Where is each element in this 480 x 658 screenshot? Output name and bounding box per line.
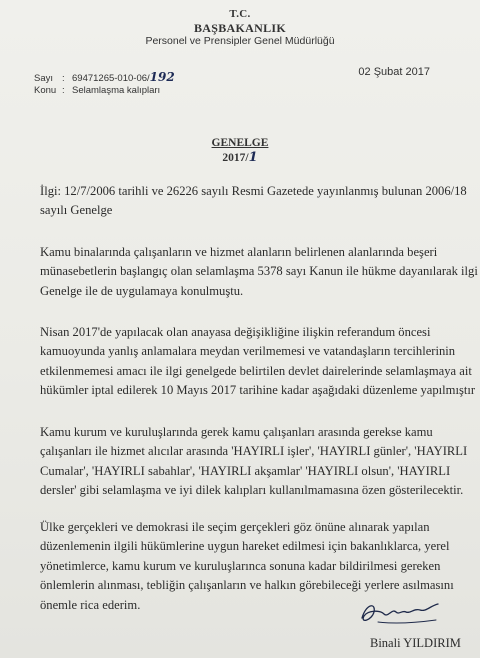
circular-number	[0, 150, 480, 165]
meta-konu-row	[34, 85, 160, 96]
paragraph-background	[40, 243, 478, 301]
paragraph-line: önemle rica ederim.	[40, 597, 141, 612]
paragraph-line: Kamu kurum ve kuruluşlarında gerek kamu çalışanları arasında gerekse kamu	[40, 425, 433, 439]
colon: :	[62, 73, 65, 84]
circular-title-text: GENELGE	[211, 137, 269, 149]
colon: :	[62, 85, 65, 96]
paragraph-line: kamuoyunda yanlış anlamalara meydan verilmemesi ve vatandaşların tercihlerinin	[40, 344, 456, 359]
paragraph-line: Ülke gerçekleri ve demokrasi ile seçim gerçekleri göz önüne alınarak yapılan	[40, 520, 430, 534]
paragraph-reference	[40, 182, 467, 221]
paragraph-line: Cumalar', 'HAYIRLI sabahlar', 'HAYIRLI akşamlar' 'HAYIRLI olsun', 'HAYIRLI	[40, 463, 451, 478]
sayi-label: Sayı	[34, 73, 54, 84]
paragraph-line: hükümler iptal edilerek 10 Mayıs 2017 tarihine kadar aşağıdaki düzenleme yapılmıştır	[40, 383, 476, 398]
header-department: Personel ve Prensipler Genel Müdürlüğü	[145, 35, 335, 47]
sayi-value: 69471265-010-06/	[72, 73, 150, 84]
circular-number-handwritten: 1	[248, 150, 258, 165]
paragraph-referendum	[40, 323, 476, 401]
konu-label: Konu	[34, 85, 57, 96]
paragraph-line: çalışanları ile hizmet alıcılar arasında 'HAYIRLI işler', 'HAYIRLI günler', 'HAYIRLI	[40, 444, 468, 459]
paragraph-line: önlemlerin alınması, tebliğin çalışanların ve halkın görebileceği yerlere asılmasını	[40, 578, 454, 593]
header-institution: BAŞBAKANLIK	[194, 21, 286, 35]
paragraph-line: etkilenmemesi amacı ile ilgi genelgede belirtilen devlet dairelerinde selamlaşmaya ait	[40, 363, 472, 378]
paragraph-line: İlgi: 12/7/2006 tarihli ve 26226 sayılı Resmi Gazetede yayınlanmış bulunan 2006/18	[40, 184, 467, 198]
paragraph-line: münasebetlerin başlangıç olan selamlaşma 5378 sayı Kanun ile hükme dayanılarak ilgi	[40, 264, 478, 279]
circular-title	[0, 137, 480, 149]
paragraph-line: Nisan 2017'de yapılacak olan anayasa değişikliğine ilişkin referandum öncesi	[40, 325, 431, 339]
header-country: T.C.	[229, 8, 251, 20]
meta-sayi-row	[34, 70, 175, 84]
paragraph-line: yönetimlerce, kamu kurum ve kuruluşlarınca sonuna kadar bildirilmesi gereken	[40, 558, 441, 573]
sayi-handwritten-number: 192	[149, 70, 175, 84]
handwritten-signature	[354, 594, 454, 634]
konu-value: Selamlaşma kalıpları	[72, 85, 161, 96]
paragraph-line: Genelge ile de uygulamaya konulmuştu.	[40, 283, 244, 298]
letter-date: 02 Şubat 2017	[358, 66, 430, 78]
paragraph-line: dersler' gibi selamlaşma ve iyi dilek kalıpları kullanılmamasına özen gösterilecektir.	[40, 483, 464, 498]
paragraph-line: Kamu binalarında çalışanların ve hizmet alanların belirlenen alanlarında beşeri	[40, 245, 438, 259]
paragraph-line: sayılı Genelge	[40, 203, 113, 218]
signer-name: Binali YILDIRIM	[370, 636, 461, 650]
circular-number-text: 2017/	[222, 152, 249, 164]
paragraph-line: düzenlemenin ilgili hükümlerine uygun hareket edilmesi için bakanlıklarca, yerel	[40, 539, 450, 554]
paragraph-greetings	[40, 423, 468, 501]
